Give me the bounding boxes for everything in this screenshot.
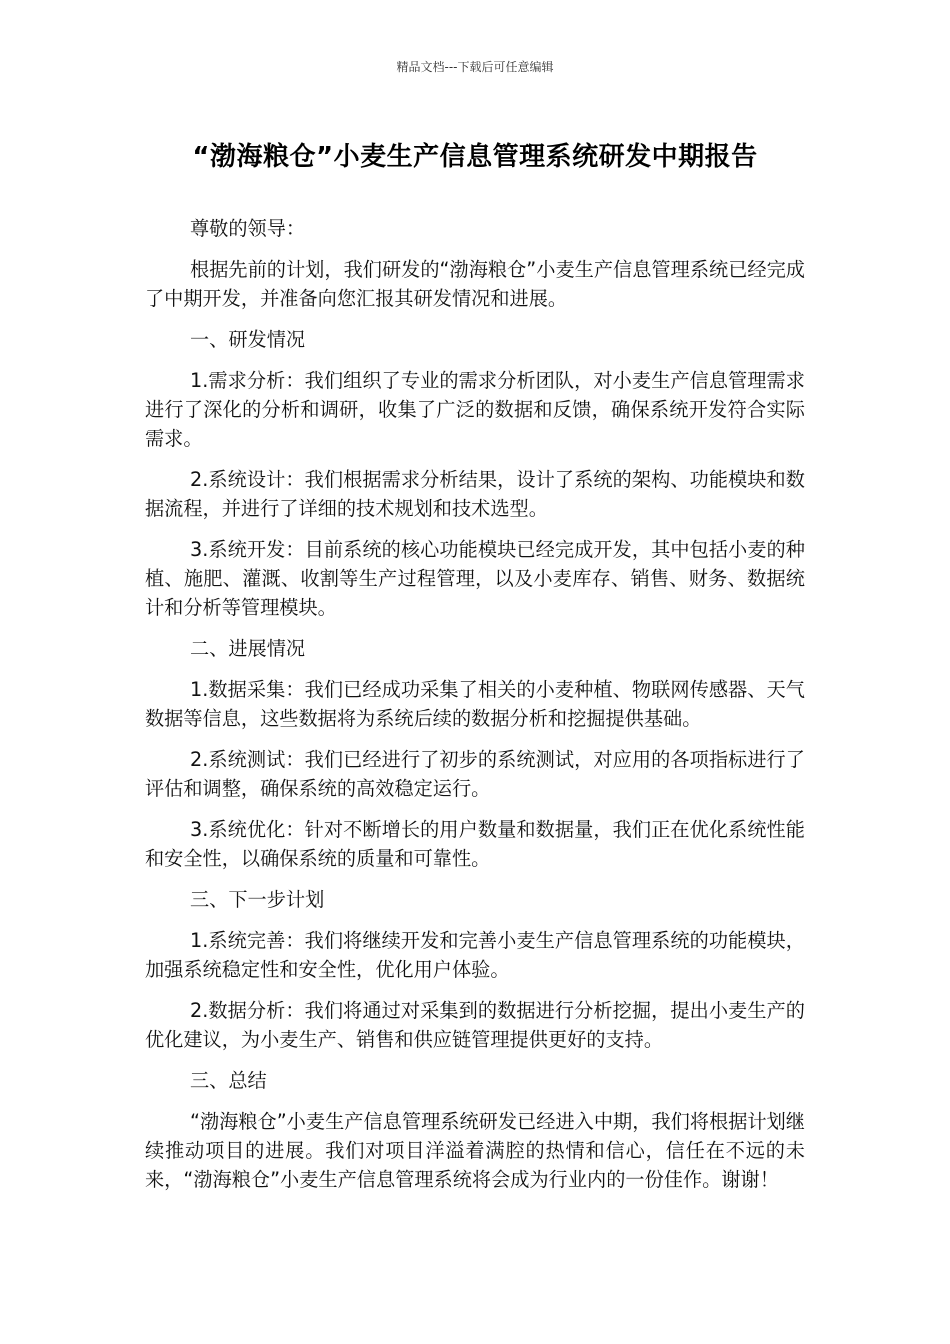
section-heading-progress: 二、进展情况: [190, 637, 306, 660]
paragraph-development: 3.系统开发：目前系统的核心功能模块已经完成开发，其中包括小麦的种植、施肥、灌溉、收割等生产过程管理，以及小麦库存、销售、财务、数据统计和分析等管理模块。: [145, 538, 805, 619]
header-note: 精品文档---下载后可任意编辑: [396, 60, 554, 74]
paragraph-summary: “渤海粮仓”小麦生产信息管理系统研发已经进入中期，我们将根据计划继续推动项目的进展。我们对项目洋溢着满腔的热情和信心，信任在不远的未来，“渤海粮仓”小麦生产信息管理系统将会成为行业内的一份佳作。谢谢！: [145, 1110, 805, 1191]
paragraph-data-collection: 1.数据采集：我们已经成功采集了相关的小麦种植、物联网传感器、天气数据等信息，这些数据将为系统后续的数据分析和挖掘提供基础。: [145, 678, 805, 730]
document-title: “渤海粮仓”小麦生产信息管理系统研发中期报告: [192, 142, 758, 172]
paragraph-optimization: 3.系统优化：针对不断增长的用户数量和数据量，我们正在优化系统性能和安全性，以确保系统的质量和可靠性。: [145, 818, 805, 870]
paragraph-improvement: 1.系统完善：我们将继续开发和完善小麦生产信息管理系统的功能模块，加强系统稳定性和安全性，优化用户体验。: [145, 929, 805, 981]
paragraph-requirements: 1.需求分析：我们组织了专业的需求分析团队，对小麦生产信息管理需求进行了深化的分析和调研，收集了广泛的数据和反馈，确保系统开发符合实际需求。: [145, 369, 805, 450]
paragraph-testing: 2.系统测试：我们已经进行了初步的系统测试，对应用的各项指标进行了评估和调整，确保系统的高效稳定运行。: [145, 748, 805, 800]
section-heading-plan: 三、下一步计划: [190, 888, 325, 911]
intro-paragraph: 根据先前的计划，我们研发的“渤海粮仓”小麦生产信息管理系统已经完成了中期开发，并准备向您汇报其研发情况和进展。: [145, 258, 805, 310]
document-body: [145, 214, 805, 1206]
section-heading-summary: 三、总结: [190, 1069, 267, 1092]
section-heading-research: 一、研发情况: [190, 328, 306, 351]
paragraph-data-analysis: 2.数据分析：我们将通过对采集到的数据进行分析挖掘，提出小麦生产的优化建议，为小麦生产、销售和供应链管理提供更好的支持。: [145, 999, 805, 1051]
paragraph-design: 2.系统设计：我们根据需求分析结果，设计了系统的架构、功能模块和数据流程，并进行了详细的技术规划和技术选型。: [145, 468, 805, 520]
salutation: 尊敬的领导：: [190, 217, 306, 240]
